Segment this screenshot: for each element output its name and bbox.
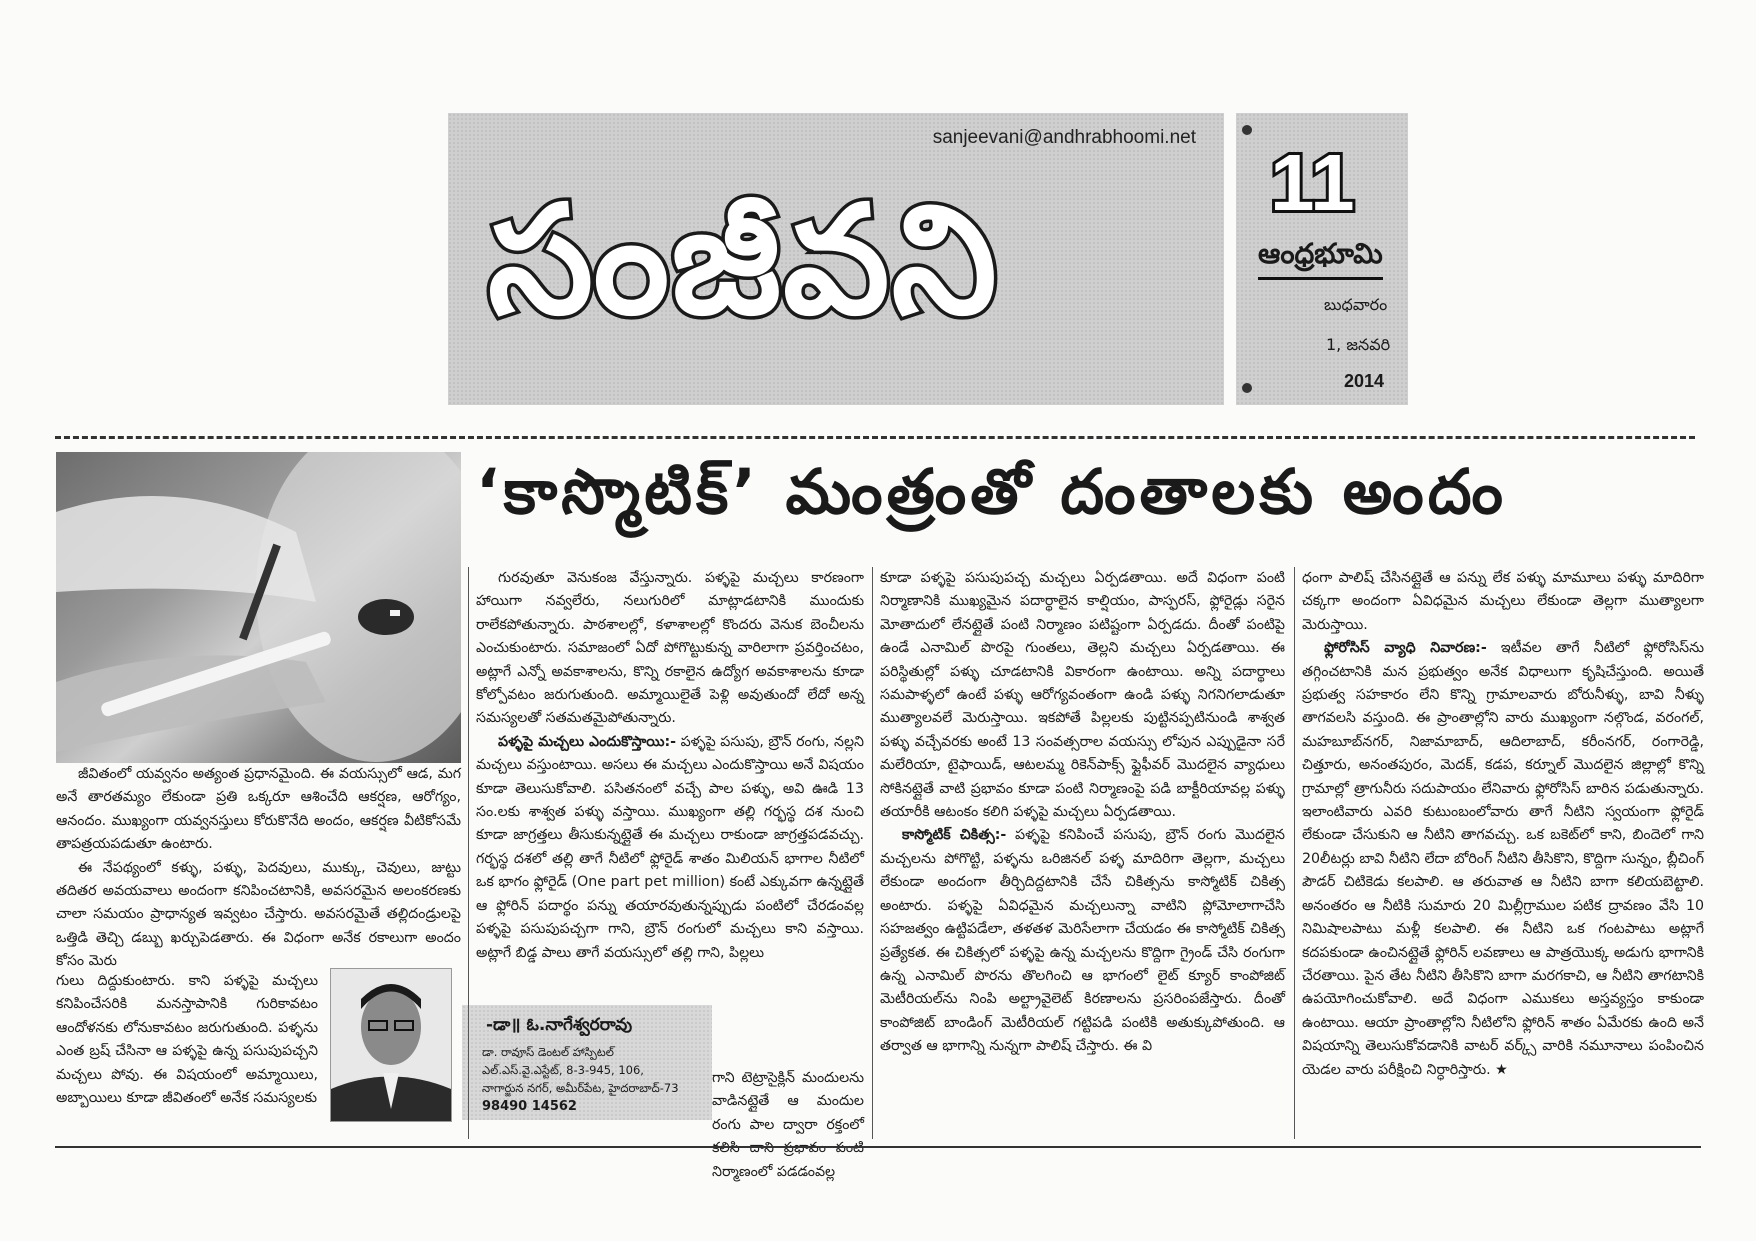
column-rule [468, 567, 469, 1139]
article-column-1 [56, 763, 461, 974]
author-name: -డా॥ ఓ.నాగేశ్వరరావు [486, 1015, 633, 1035]
article-paragraph: జీవితంలో యవ్వనం అత్యంత ప్రధానమైంది. ఈ వయస్సులో ఆడ, మగ అనే తారతమ్యం లేకుండా ప్రతి ఒక్కరూ ఆశించేది ఆకర్షణ, ఆరోగ్యం, ఆనందం. ముఖ్యంగా యవ్వనస్తులు కోరుకొనేది అందం, ఆకర్షణ వీటికోసమే తాపత్రయపడుతూ ఉంటారు. [56, 766, 461, 853]
article-column-4 [1302, 567, 1704, 1082]
column-rule [1294, 567, 1295, 1139]
masthead-side-panel [1236, 113, 1408, 405]
article-paragraph: ఈ నేపథ్యంలో కళ్ళు, పళ్ళు, పెదవులు, ముక్కు, చెవులు, జుట్టు తదితర అవయవాలు అందంగా కనిపించటానికి, అవసరమైన అలంకరణకు చాలా సమయం ప్రాధాన్యత ఇవ్వటం చేస్తారు. అవసరమైతే తల్లిదండ్రులపై ఒత్తిడి తెచ్చి డబ్బు ఖర్చుపెడతారు. ఈ విధంగా అనేక రకాలుగా అందం కోసం మెరు [56, 859, 461, 970]
column-rule [872, 567, 873, 1139]
author-address: నాగార్జున నగర్, అమీర్‌పేట, హైదరాబాద్-73 [482, 1081, 679, 1095]
masthead-banner [448, 113, 1224, 405]
author-phone: 98490 14562 [482, 1099, 577, 1114]
article-column-1-continued [56, 970, 318, 1110]
article-paragraph: ఫ్లోరోసిస్ వ్యాధి నివారణ:- ఇటీవల తాగే నీటిలో ఫ్లోరోసిస్‌ను తగ్గించటానికి మన ప్రభుత్వం అనేక విధాలుగా కృషిచేస్తుంది. అయితే ప్రభుత్వ సహకారం లేని కొన్ని గ్రామాలవారు బోరునీళ్ళు, బావి నీళ్ళు తాగవలసి వస్తుంది. ఈ ప్రాంతాల్లోని వారు ముఖ్యంగా నల్గొండ, వరంగల్, మహబూబ్‌నగర్, నిజామాబాద్, ఆదిలాబాద్, కరీంనగర్, రంగారెడ్డి, చిత్తూరు, అనంతపురం, మెదక్, కడప, కర్నూల్ మొదలైన జిల్లాల్లో కొన్ని గ్రామాల్లో త్రాగునీరు సదుపాయం లేనివారు ఫ్లోరోసిస్ బారిన పడుతున్నారు. ఇలాంటివారు ఎవరి కుటుంబంలోవారు తాగే నీటిని స్వయంగా ఫ్లోరైడ్ లేకుండా చేసుకుని ఆ నీటిని తాగవచ్చు. ఒక బకెట్‌లో కాని, బిందెలో గాని 20లీటర్లు బావి నీటిని లేదా బోరింగ్ నీటిని తీసికొని, కొద్దిగా సున్నం, బ్లీచింగ్ పౌడర్ చిటికెడు కలపాలి. ఆ తరువాత ఆ నీటిని బాగా కలియబెట్టాలి. అనంతరం ఆ నీటికి సుమారు 20 మిల్లీగ్రాముల పటిక ద్రావణం వేసి 10 నిమిషాలపాటు మళ్లీ కలపాలి. ఈ నీటిని ఒక గంటపాటు అట్లాగే కదపకుండా ఉంచినట్లైతే ఫ్లోరిన్ లవణాలు ఆ పాత్రయొక్క అడుగు భాగానికి చేరతాయి. పైన తేట నీటిని తీసికొని బాగా మరగకాచి, ఆ నీటిని తాగటానికి ఉపయోగించుకోవాలి. అదే విధంగా ఎముకలు అస్తవ్యస్తం కాకుండా ఉంటాయి. ఆయా ప్రాంతాల్లోని నీటిలోని ఫ్లోరిన్ శాతం ఏమేరకు ఉంది అనే విషయాన్ని తెలుసుకోవడానికి వాటర్ వర్క్స్ వారికి నమూనాలు పంపించిన యెడల వారు పరీక్షించి నిర్ధారిస్తారు. ★ [1302, 640, 1704, 1078]
author-photo [330, 968, 452, 1122]
issue-weekday: బుధవారం [1324, 295, 1388, 314]
section-heading: పళ్ళపై మచ్చలు ఎందుకొస్తాయి:- [498, 733, 677, 750]
article-column-2 [476, 567, 864, 965]
section-heading: కాస్మోటిక్ చికిత్స:- [902, 827, 1007, 844]
author-clinic: డా. రావూస్ డెంటల్ హాస్పిటల్ [482, 1045, 614, 1059]
dental-photo-icon [56, 452, 461, 763]
section-divider [55, 436, 1695, 439]
issue-date: 1, జనవరి [1326, 335, 1391, 354]
article-paragraph: పళ్ళపై మచ్చలు ఎందుకొస్తాయి:- పళ్ళపై పసుపు, బ్రౌన్ రంగు, నల్లని మచ్చలు వస్తుంటాయి. అసలు ఈ మచ్చలు ఎందుకొస్తాయి అనే విషయం కూడా తెలుసుకోవాలి. పసితనంలో వచ్చే పాల పళ్ళు, అవి ఊడి 13 సం.లకు శాశ్వత పళ్ళు వస్తాయి. ముఖ్యంగా తల్లి గర్భస్థ దశ నుంచి కూడా జాగ్రత్తలు తీసుకున్నట్లైతే ఈ మచ్చలు రాకుండా జాగ్రత్తపడవచ్చు. గర్భస్థ దశలో తల్లి తాగే నీటిలో ఫ్లోరైడ్ శాతం మిలియన్ భాగాల నీటిలో ఒక భాగం ఫ్లోరైడ్ (One part pet million) కంటే ఎక్కువగా ఉన్నట్లైతే ఆ ఫ్లోరిన్ పదార్థం పన్ను తయారవుతున్నప్పుడు పంటిలో చేరడంవల్ల పళ్ళపై పసుపుపచ్చగా గాని, బ్రౌన్ రంగులో మచ్చలు కాని వస్తాయి. అట్లాగే బిడ్డ పాలు తాగే వయస్సులో తల్లి గాని, పిల్లలు [476, 733, 864, 961]
page-bottom-rule [55, 1146, 1701, 1148]
masthead-title: సంజీవని [488, 174, 999, 348]
article-photo [56, 452, 461, 763]
section-heading: ఫ్లోరోసిస్ వ్యాధి నివారణ:- [1324, 640, 1487, 657]
author-portrait-icon [331, 969, 451, 1121]
masthead-email: sanjeevani@andhrabhoomi.net [932, 127, 1196, 148]
article-paragraph: కాస్మోటిక్ చికిత్స:- పళ్ళపై కనిపించే పసుపు, బ్రౌన్ రంగు మొదలైన మచ్చలను పోగొట్టి, పళ్ళను ఒరిజినల్ పళ్ళ మాదిరిగా తెల్లగా, మచ్చలు లేకుండా అందంగా తీర్చిదిద్దటానికి చేసే చికిత్సను కాస్మోటిక్ చికిత్స అంటారు. పళ్ళపై ఏవిధమైన మచ్చలున్నా వాటిని ప్లోమోలాగాచేసి సహజత్వం ఉట్టిపడేలా, తళతళ మెరిసేలాగా చేయడం ఈ కాస్మోటిక్ చికిత్స ప్రత్యేకత. ఈ చికిత్సలో పళ్ళపై ఉన్న మచ్చలను కొద్దిగా గ్రైండ్ చేసి రంగుగా ఉన్న ఎనామిల్ పొరను తొలగించి ఆ భాగంలో లైట్ క్యూర్ కాంపోజిట్ మెటీరియల్‌ను నింపి అల్ట్రావైలెట్ కిరణాలను ప్రసరింపజేస్తారు. దీంతో కాంపోజిట్ బాండింగ్ మెటీరియల్ గట్టిపడి పంటికి అతుక్కుపోతుంది. ఆ తర్వాత ఆ భాగాన్ని నున్నగా పాలిష్ చేస్తారు. ఈ వి [880, 827, 1285, 1055]
article-column-3 [880, 567, 1285, 1059]
article-paragraph: గురవుతూ వెనుకంజ వేస్తున్నారు. పళ్ళపై మచ్చలు కారణంగా హాయిగా నవ్వలేరు, నలుగురిలో మాట్లాడటానికి ముందుకు రాలేకపోతున్నారు. పాఠశాలల్లో, కళాశాలల్లో కొందరు వెనుక బెంచీలను ఎంచుకుంటారు. సమాజంలో ఏదో పోగొట్టుకున్న వారిలాగా ప్రవర్తించటం, అట్లాగే ఎన్నో అవకాశాలను, కొన్ని రకాలైన ఉద్యోగ అవకాశాలను కూడా కోల్పోవటం జరుగుతుంది. అమ్మాయిలైతే పెళ్లి అవుతుందో లేదో అన్న సమస్యలతో సతమతమైపోతున్నారు. [476, 570, 864, 727]
article-headline: ‘కాస్మొటిక్’ మంత్రంతో దంతాలకు అందం [476, 455, 1507, 528]
bullet-icon [1242, 383, 1252, 393]
article-paragraph: ధంగా పాలిష్ చేసినట్లైతే ఆ పన్ను లేక పళ్ళు మామూలు పళ్ళు మాదిరిగా చక్కగా అందంగా ఏవిధమైన మచ్చలు లేకుండా తెల్లగా ముత్యాలగా మెరుస్తాయి. [1302, 570, 1704, 633]
author-address: ఎల్.ఎస్.వై.ఎస్టేట్, 8-3-945, 106, [482, 1063, 644, 1077]
author-info-box [462, 1005, 712, 1120]
page-number: 11 [1270, 138, 1355, 227]
article-paragraph: గాని టెట్రాసైక్లిన్ మందులను వాడినట్లైతే ఆ మందుల రంగు పాల ద్వారా రక్తంలో కలిసి దాని ప్రభావం పంటి నిర్మాణంలో పడడంవల్ల [712, 1070, 864, 1180]
article-paragraph: గులు దిద్దుకుంటారు. కాని పళ్ళపై మచ్చలు కనిపించేసరికి మనస్తాపానికి గురికావటం ఆందోళనకు లోనుకావటం జరుగుతుంది. పళ్ళను ఎంత బ్రష్ చేసినా ఆ పళ్ళపై ఉన్న పసుపుపచ్చని మచ్చలు పోవు. ఈ విషయంలో అమ్మాయిలు, అబ్బాయిలు కూడా జీవితంలో అనేక సమస్యలకు [56, 973, 318, 1107]
bullet-icon [1242, 125, 1252, 135]
newspaper-brand: ఆంధ్రభూమి [1258, 237, 1383, 280]
article-paragraph: కూడా పళ్ళపై పసుపుపచ్చ మచ్చలు ఏర్పడతాయి. అదే విధంగా పంటి నిర్మాణానికి ముఖ్యమైన పదార్థాలైన కాల్షియం, పాస్ఫరస్, ఫ్లోరైడ్లు సరైన మోతాదులో లేనట్లైతే పంటి నిర్మాణం పటిష్టంగా ఏర్పడదు. దీంతో పంటిపై ఉండే ఎనామిల్ పొరపై గుంతలు, తెల్లని మచ్చలు ఏర్పడతాయి. ఈ పరిస్థితుల్లో పళ్ళు చూడటానికి వికారంగా ఉంటాయి. అన్ని పదార్థాలు సమపాళ్ళలో ఉంటే పళ్ళు ఆరోగ్యవంతంగా ఉండి పళ్ళు నిగనిగలాడుతూ ముత్యాలవలే మెరుస్తాయి. ఇకపోతే పిల్లలకు పుట్టినప్పటినుండి శాశ్వత పళ్ళు వచ్చేవరకు అంటే 13 సంవత్సరాల వయస్సు లోపున ఎప్పుడైనా సరే మలేరియా, టైఫాయిడ్, ఆటలమ్మ రికెన్‌పాక్స్ ఫ్లైఫీవర్ మొదలైన వ్యాధులు సోకినట్లైతే వాటి ప్రభావం కూడా పంటి నిర్మాణంపై పడి బాక్టీరియావల్ల పళ్ళు తయారీకి ఆటంకం కలిగి పళ్ళపై మచ్చలు ఏర్పడతాయి. [880, 570, 1285, 821]
issue-year: 2014 [1344, 371, 1385, 391]
article-column-2-continued [712, 1067, 864, 1184]
